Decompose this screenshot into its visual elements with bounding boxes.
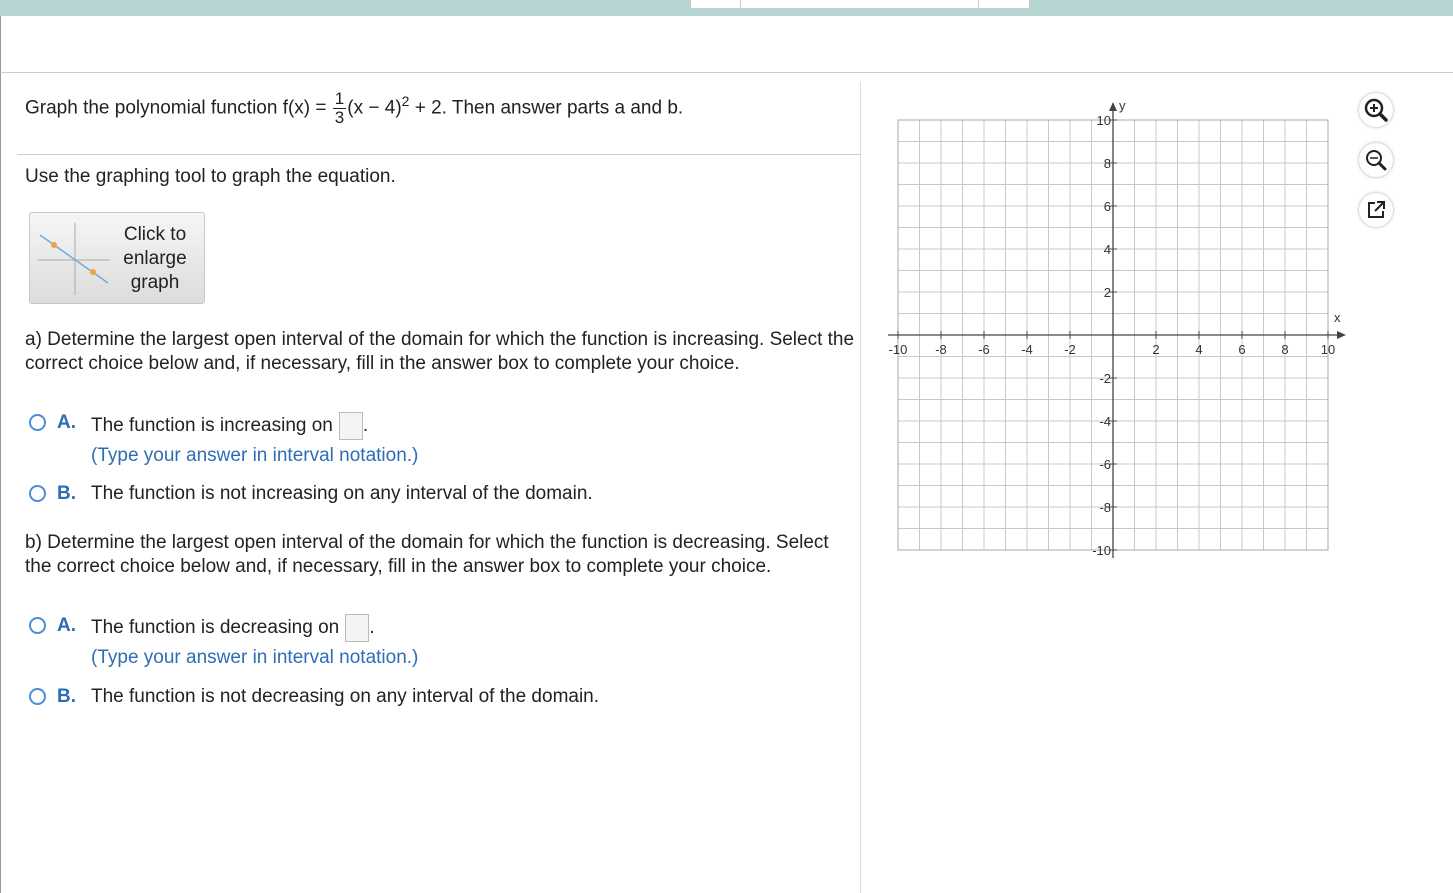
fraction (333, 90, 346, 127)
part-b-choice-b-letter: B. (57, 686, 76, 707)
part-a-choice-a-letter: A. (57, 412, 76, 433)
y-tick-label: -4 (1099, 414, 1111, 429)
period: . (362, 415, 369, 437)
part-b-prompt: b) Determine the largest open interval of the domain for which the function is decreasing. Select the correct choice below and, if necessary, fill in the answer box to complete your choice. (25, 532, 829, 577)
question-suffix: + 2. Then answer parts a and b. (409, 97, 684, 119)
part-a-choice-b-text[interactable]: The function is not increasing on any interval of the domain. (91, 483, 593, 504)
enlarge-label-line: enlarge (123, 248, 187, 269)
part-a-choice-a-radio[interactable] (29, 414, 46, 431)
part-a-choice-b-radio[interactable] (29, 485, 46, 502)
part-a-prompt: a) Determine the largest open interval of the domain for which the function is increasing. Select the correct choice below and, if necessary, fill in the answer box to complete your choice. (25, 329, 855, 374)
y-tick-label: -2 (1099, 371, 1111, 386)
top-bar (0, 0, 1453, 16)
choice-text: The function is increasing on (91, 415, 333, 437)
x-tick-label: 6 (1238, 342, 1246, 357)
popout-button[interactable] (1359, 193, 1393, 227)
x-tick-label: -6 (978, 342, 990, 357)
part-b-answer-box[interactable] (345, 614, 369, 642)
fraction-numerator: 1 (334, 89, 345, 108)
x-tick-label: -4 (1021, 342, 1033, 357)
x-axis-label: x (1334, 310, 1341, 325)
period: . (369, 617, 375, 639)
enlarge-label (110, 223, 200, 295)
y-tick-label: 4 (1103, 242, 1111, 257)
part-b-choice-b-radio[interactable] (29, 688, 46, 705)
part-a-choice-a-hint: (Type your answer in interval notation.) (91, 445, 419, 466)
y-axis-arrow (1109, 102, 1117, 111)
divider (17, 154, 861, 155)
y-tick-label: -6 (1099, 457, 1111, 472)
x-tick-label: 4 (1195, 342, 1203, 357)
x-tick-label: 8 (1281, 342, 1289, 357)
y-tick-label: -8 (1099, 500, 1111, 515)
y-tick-label: 2 (1103, 285, 1111, 300)
left-border (0, 73, 1, 893)
part-a-answer-box[interactable] (339, 412, 363, 440)
part-b-choice-a-letter: A. (57, 615, 76, 636)
pane-divider (860, 82, 861, 893)
top-tab[interactable] (978, 0, 1030, 9)
y-tick-label: -10 (1092, 543, 1111, 558)
part-a-choice-b-letter: B. (57, 483, 76, 504)
instruction-text: Use the graphing tool to graph the equation. (25, 166, 396, 187)
zoom-in-icon (1359, 93, 1393, 127)
zoom-out-button[interactable] (1359, 143, 1393, 177)
header-area (0, 16, 1453, 73)
x-tick-label: 10 (1320, 342, 1336, 357)
part-b-choice-a-radio[interactable] (29, 617, 46, 634)
top-tab[interactable] (740, 0, 980, 9)
part-a-choice-a-text (91, 412, 368, 440)
y-tick-label: 10 (1096, 113, 1111, 128)
x-tick-label: -8 (935, 342, 947, 357)
x-tick-label: 2 (1152, 342, 1160, 357)
y-axis-label: y (1119, 98, 1126, 113)
enlarge-label-line: graph (130, 272, 180, 293)
graph-thumbnail-icon (38, 223, 110, 295)
question-prefix: Graph the polynomial function f(x) = (25, 97, 327, 119)
x-tick-label: -10 (888, 342, 908, 357)
top-tab[interactable] (690, 0, 742, 9)
enlarge-label-line: Click to (123, 224, 187, 245)
question-expression: (x − 4) (347, 97, 402, 119)
x-tick-label: -2 (1064, 342, 1076, 357)
fraction-denominator: 3 (334, 108, 345, 127)
question-title (25, 90, 683, 127)
part-b-choice-a-text (91, 614, 375, 642)
zoom-in-button[interactable] (1359, 93, 1393, 127)
enlarge-graph-button[interactable] (29, 212, 205, 304)
popout-icon (1359, 193, 1393, 227)
coordinate-graph[interactable] (880, 90, 1360, 560)
part-b-choice-a-hint: (Type your answer in interval notation.) (91, 647, 419, 668)
y-tick-label: 8 (1103, 156, 1111, 171)
y-tick-label: 6 (1103, 199, 1111, 214)
choice-text: The function is decreasing on (91, 617, 340, 639)
zoom-out-icon (1359, 143, 1393, 177)
x-axis-arrow (1337, 331, 1346, 339)
question-exponent: 2 (401, 93, 410, 110)
part-b-choice-b-text[interactable]: The function is not decreasing on any interval of the domain. (91, 686, 600, 707)
